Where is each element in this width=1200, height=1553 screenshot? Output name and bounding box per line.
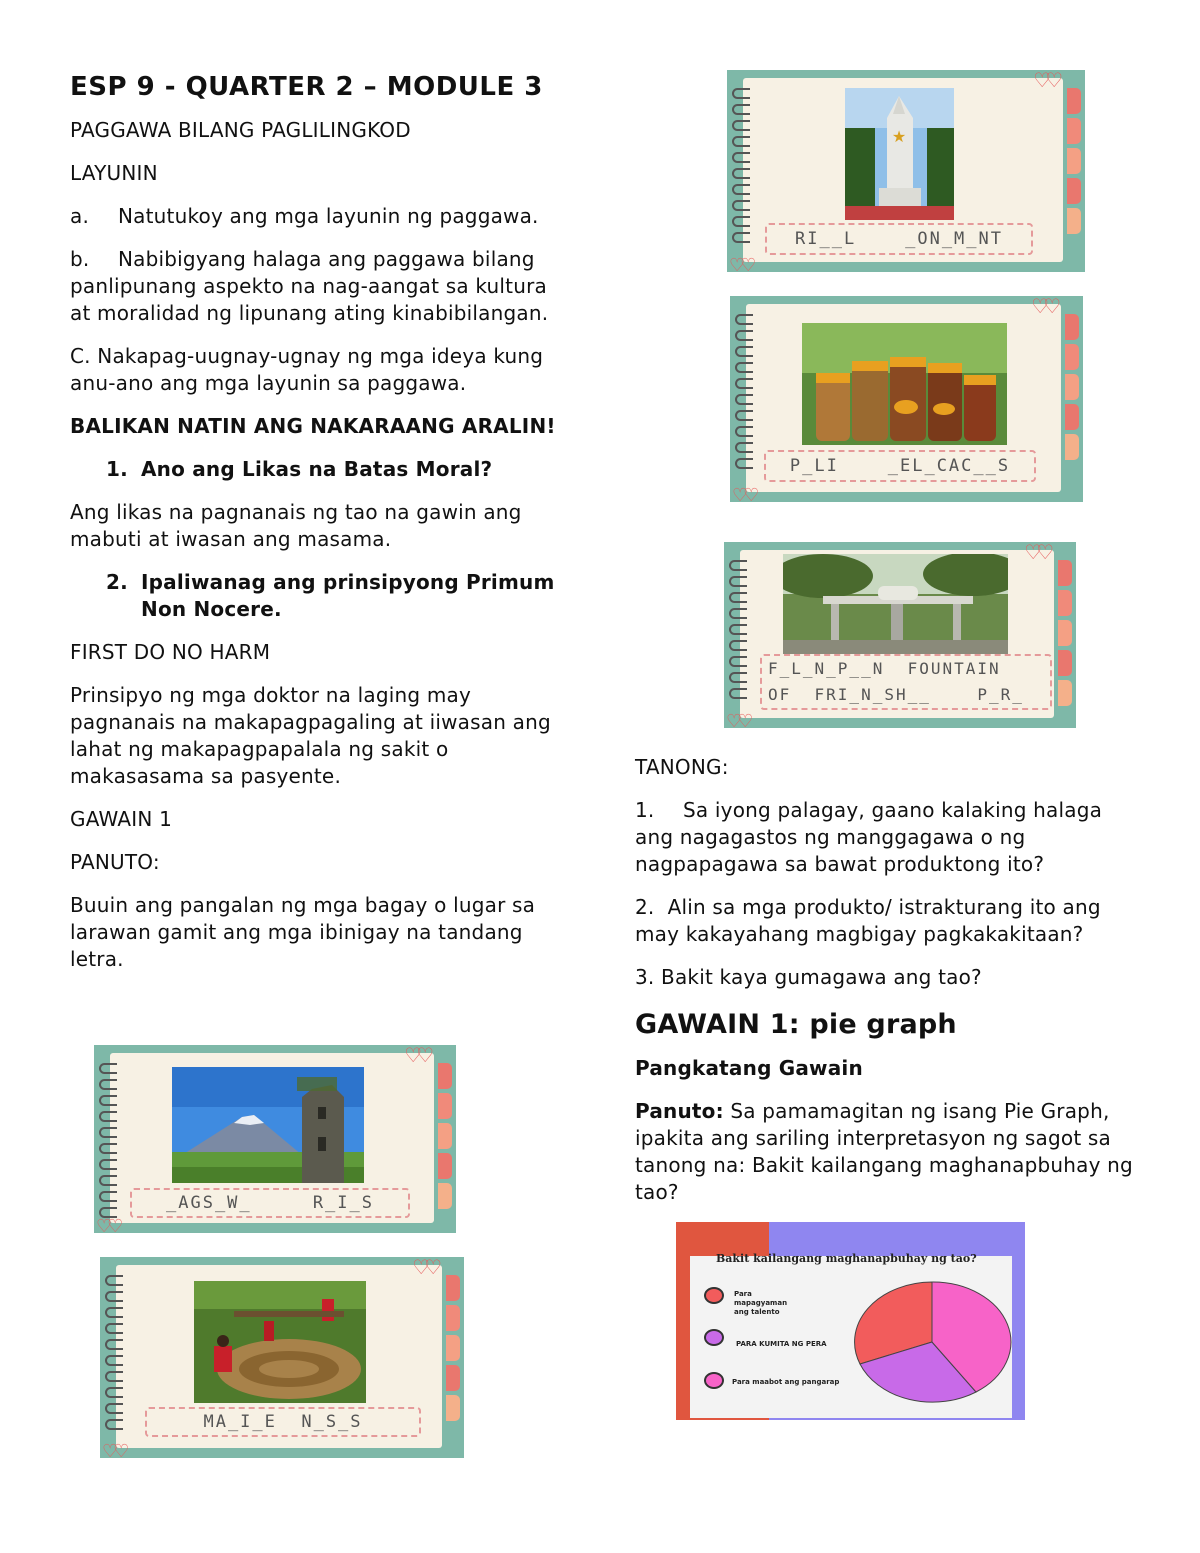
objective-b: b. Nabibigyang halaga ang paggawa bilang panlipunang aspekto na nag-aangat sa kultura at moralidad ng lipunang ating kinabibilangan. bbox=[70, 247, 549, 325]
hearts-icon: ♡♡ bbox=[1031, 294, 1055, 318]
pie-graph-image bbox=[676, 1222, 1025, 1420]
rizal-monument-photo bbox=[845, 88, 954, 220]
puzzle-card-4 bbox=[730, 294, 1083, 506]
puzzle-card-3 bbox=[727, 68, 1085, 276]
first-do-no-harm: FIRST DO NO HARM bbox=[70, 640, 271, 664]
hearts-icon: ♡♡ bbox=[726, 711, 749, 732]
gawain-1-pie-heading: GAWAIN 1: pie graph bbox=[635, 1009, 957, 1040]
weaving-photo bbox=[194, 1281, 366, 1403]
svg-text:★: ★ bbox=[891, 127, 907, 146]
tanong-3: 3. Bakit kaya gumagawa ang tao? bbox=[635, 965, 982, 989]
question-1: 1. Ano ang Likas na Batas Moral? bbox=[106, 457, 493, 481]
hearts-icon: ♡♡ bbox=[96, 1216, 119, 1237]
tanong-1: 1. Sa iyong palagay, gaano kalaking halaga ang nagagastos ng manggagawa o ng nagpapagawa sa bawat produktong ito? bbox=[635, 798, 1103, 876]
legend-label-2: PARA KUMITA NG PERA bbox=[736, 1340, 827, 1348]
pie-title: Bakit kailangang maghanapbuhay ng tao? bbox=[716, 1252, 977, 1265]
tanong-heading: TANONG: bbox=[635, 755, 729, 779]
card-answer-5: F_L_N_P__N FOUNTAIN OF FRI_N_SH__ P_R_ bbox=[760, 654, 1052, 710]
legend-dot-2 bbox=[704, 1329, 724, 1346]
hearts-icon: ♡♡ bbox=[729, 255, 752, 276]
pangkatang-gawain: Pangkatang Gawain bbox=[635, 1056, 863, 1080]
pie-chart bbox=[852, 1280, 1012, 1404]
topic-heading: PAGGAWA BILANG PAGLILINGKOD bbox=[70, 118, 411, 142]
card-answer-1: _AGS_W_ R_I_S bbox=[130, 1188, 410, 1218]
puzzle-card-2 bbox=[100, 1255, 464, 1462]
hearts-icon: ♡♡ bbox=[102, 1441, 125, 1462]
objective-a: a. Natutukoy ang mga layunin ng paggawa. bbox=[70, 204, 539, 228]
legend-dot-3 bbox=[704, 1372, 724, 1389]
question-2: 2. Ipaliwanag ang prinsipyong Primum Non Nocere. bbox=[106, 570, 555, 621]
review-heading: BALIKAN NATIN ANG NAKARAANG ARALIN! bbox=[70, 414, 556, 438]
puzzle-card-1 bbox=[94, 1043, 456, 1237]
left-column bbox=[70, 70, 570, 989]
legend-dot-1 bbox=[704, 1287, 724, 1304]
panuto-label: PANUTO: bbox=[70, 850, 160, 874]
cagsawa-photo bbox=[172, 1067, 364, 1183]
pili-jars-photo bbox=[802, 323, 1007, 445]
answer-1: Ang likas na pagnanais ng tao na gawin ang mabuti at iwasan ang masama. bbox=[70, 500, 522, 551]
principle-text: Prinsipyo ng mga doktor na laging may pagnanais na makapagpagaling at iiwasan ang lahat ng makapagpapalala ng sakit o makasasama sa pasyente. bbox=[70, 683, 551, 788]
hearts-icon: ♡♡ bbox=[732, 485, 755, 506]
legend-label-1: Para mapagyaman ang talento bbox=[734, 1290, 788, 1316]
card-answer-2: MA_I_E N_S_S bbox=[145, 1407, 421, 1437]
right-column bbox=[635, 754, 1145, 1222]
puzzle-card-5 bbox=[724, 540, 1076, 732]
panuto-text: Buuin ang pangalan ng mga bagay o lugar sa larawan gamit ang mga ibinigay na tandang letra. bbox=[70, 893, 536, 971]
objective-c: C. Nakapag-uugnay-ugnay ng mga ideya kung anu-ano ang mga layunin sa paggawa. bbox=[70, 344, 544, 395]
module-title: ESP 9 - QUARTER 2 – MODULE 3 bbox=[70, 72, 543, 102]
fountain-photo bbox=[783, 554, 1008, 654]
tanong-2: 2. Alin sa mga produkto/ istrakturang ito ang may kakayahang magbigay pagkakakitaan? bbox=[635, 895, 1101, 946]
layunin-heading: LAYUNIN bbox=[70, 161, 158, 185]
hearts-icon: ♡♡ bbox=[1033, 68, 1057, 92]
hearts-icon: ♡♡ bbox=[412, 1255, 436, 1279]
card-answer-3: RI__L _ON_M_NT bbox=[765, 223, 1033, 255]
gawain-1-heading: GAWAIN 1 bbox=[70, 807, 172, 831]
hearts-icon: ♡♡ bbox=[1024, 540, 1048, 564]
hearts-icon: ♡♡ bbox=[404, 1043, 428, 1067]
legend-label-3: Para maabot ang pangarap bbox=[732, 1378, 840, 1386]
panuto-2: Panuto: Sa pamamagitan ng isang Pie Graph, ipakita ang sariling interpretasyon ng sagot sa tanong na: Bakit kailangang maghanapbuhay ng tao? bbox=[635, 1099, 1133, 1204]
card-answer-4: P_LI _EL_CAC__S bbox=[764, 450, 1036, 482]
